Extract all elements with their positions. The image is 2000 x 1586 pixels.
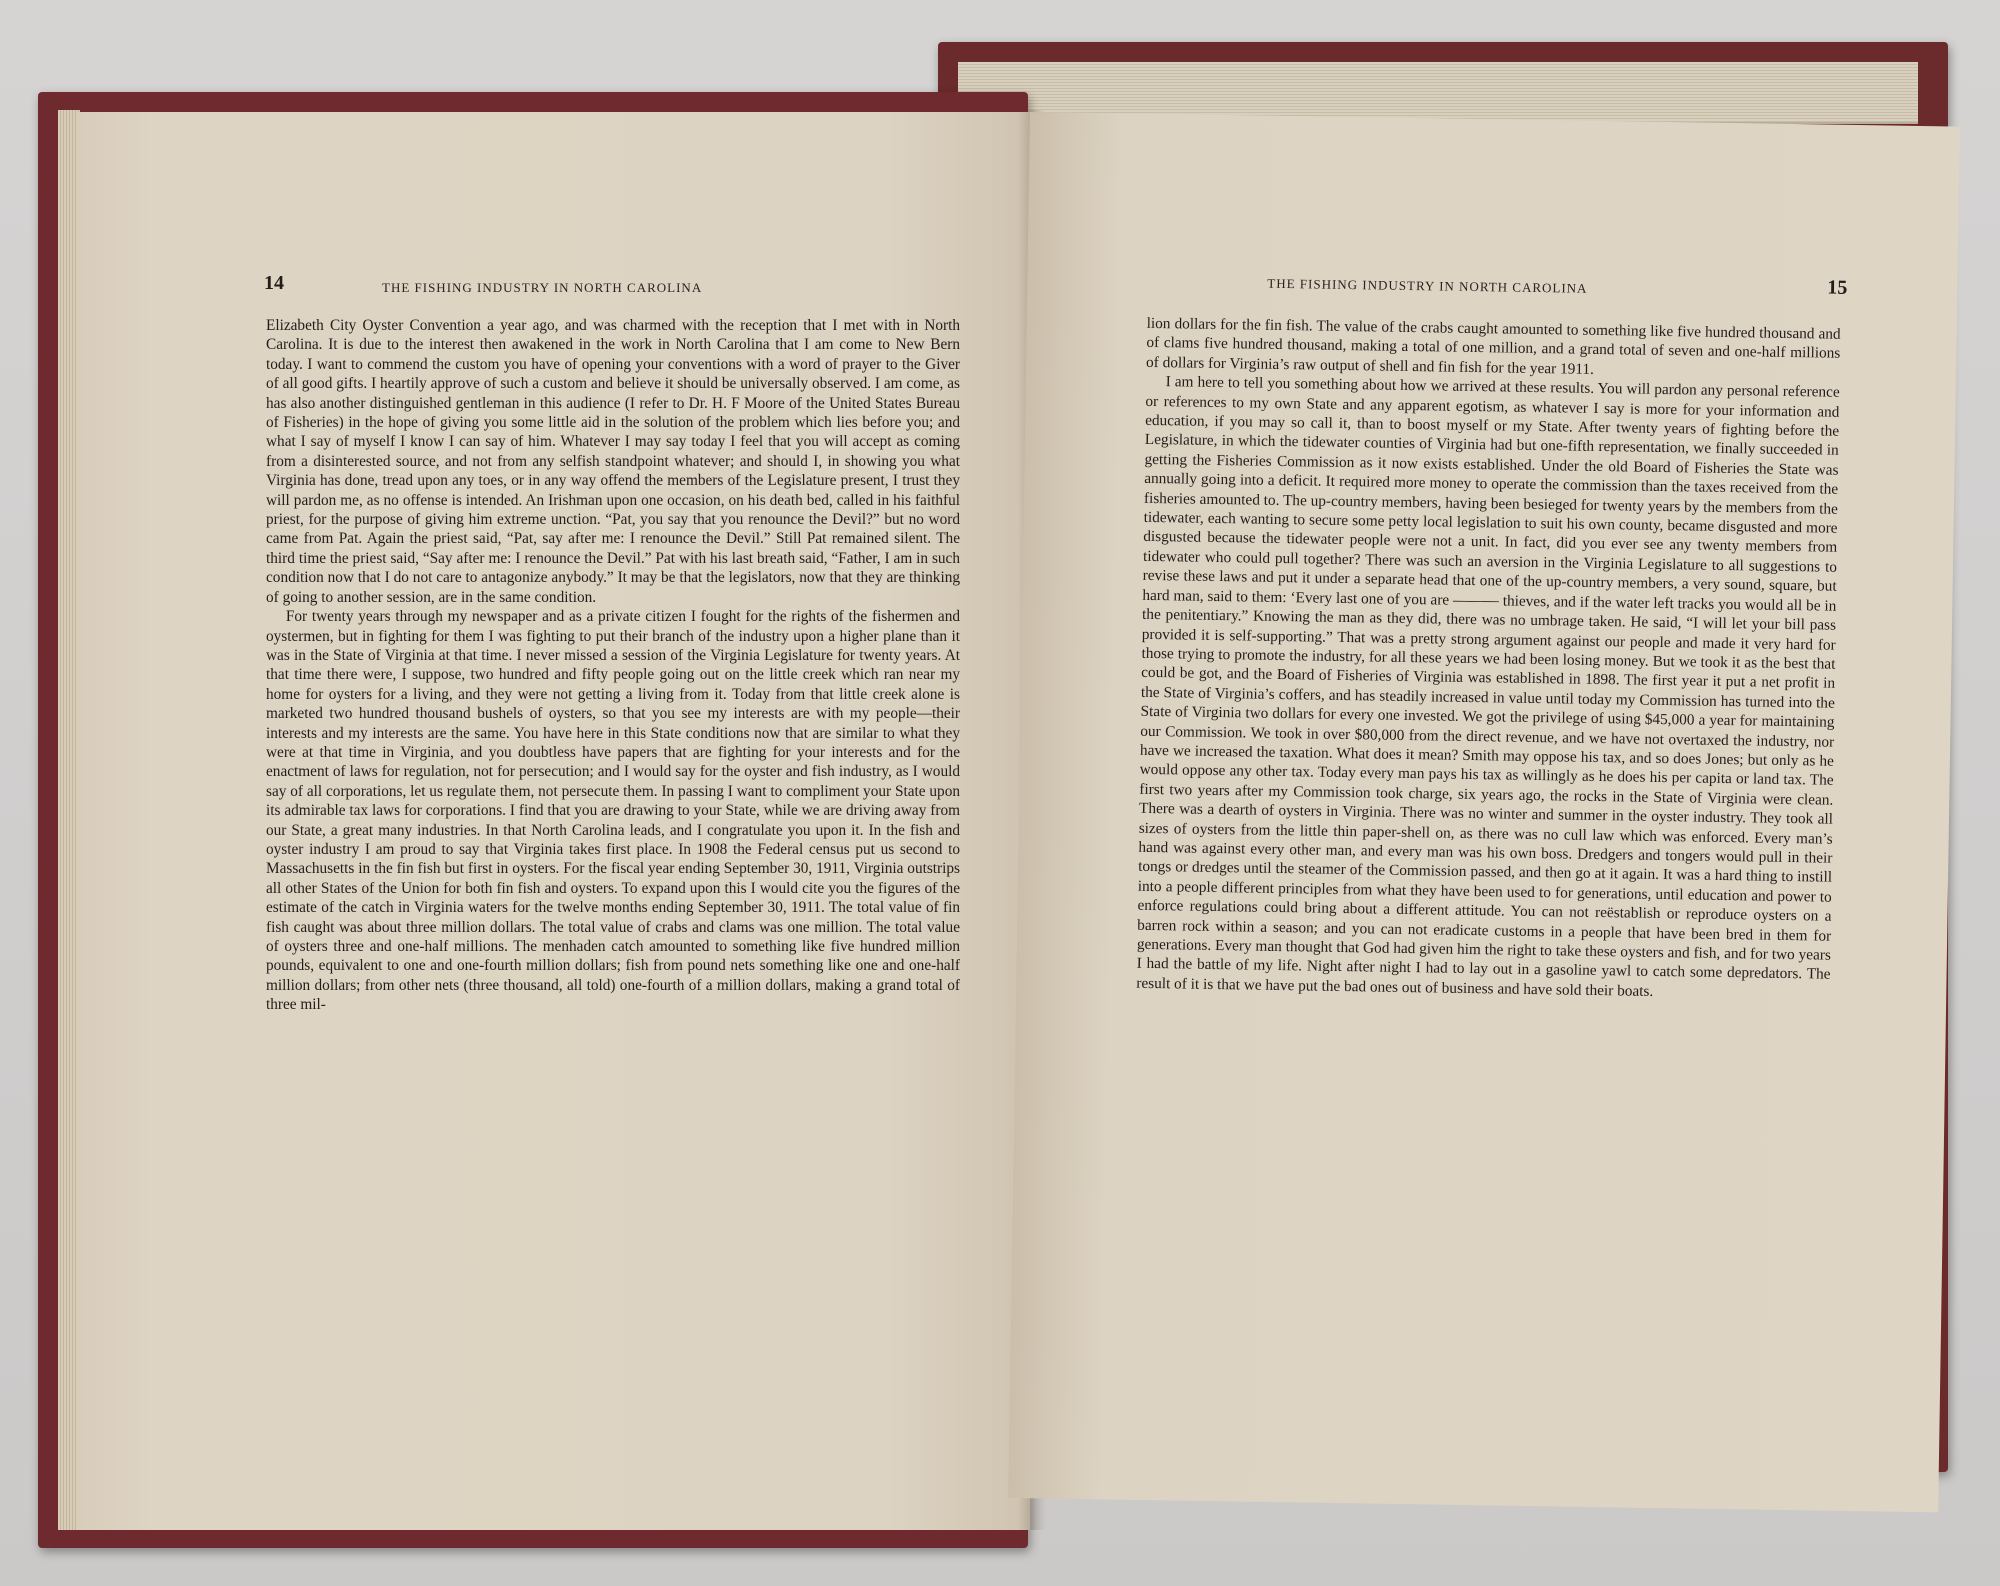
right-page-number: 15	[1827, 276, 1848, 299]
left-page	[78, 112, 1030, 1530]
left-running-head: THE FISHING INDUSTRY IN NORTH CAROLINA	[382, 280, 703, 295]
right-running-head: THE FISHING INDUSTRY IN NORTH CAROLINA	[1267, 275, 1588, 296]
right-paragraph-1: lion dollars for the fin fish. The value of the crabs caught amounted to something like five hundred thousand and of clams five hundred thousand, making a total of one million, and a grand total of seven and one-half millions of dollars for Virginia’s raw output of shell and fin fish for the year 1911.	[1145, 314, 1841, 378]
left-page-body	[266, 316, 960, 1015]
right-page	[1008, 112, 1960, 1512]
page-edges-left	[58, 110, 80, 1530]
left-paragraph-1: Elizabeth City Oyster Convention a year ago, and was charmed with the reception that I met with in North Carolina. It is due to the interest then awakened in the work in North Carolina that I am come to New Bern today. I want to commend the custom you have of opening your conventions with a word of prayer to the Giver of all good gifts. I heartily approve of such a custom and believe it should be universally observed. I am come, as has also another distinguished gentleman in this audience (I refer to Dr. H. F Moore of the United States Bureau of Fisheries) in the hope of giving you some little aid in the solution of the problem which lies before you; and what I say of myself I know I can say of him. Whatever I may say today I feel that you will accept as coming from a disinterested source, and not from any selfish standpoint whatever; and should I, in showing you what Virginia has done, tread upon any toes, or in any way offend the members of the Legislature present, I trust they will pardon me, as no offense is intended. An Irishman upon one occasion, on his death bed, called in his faithful priest, for the purpose of giving him extreme unction. “Pat, you say that you renounce the Devil?” but no word came from Pat. Again the priest said, “Pat, say after me: I renounce the Devil.” Still Pat remained silent. The third time the priest said, “Say after me: I renounce the Devil.” Pat with his last breath said, “Father, I am in such condition now that I do not care to antagonize anybody.” It may be that the legislators, now that they are thinking of going to another session, are in the same condition.	[266, 317, 960, 606]
right-paragraph-2: I am here to tell you something about how we arrived at these results. You will pardon any personal reference or references to my own State and any apparent egotism, as whatever I say is more for your information and education, if you may so call it, than to boost myself or my State. After twenty years of fighting before the Legislature, in which the tidewater counties of Virginia had but one-fifth representation, we finally succeeded in getting the Fisheries Commission as it now exists established. Under the old Board of Fisheries the State was annually going into a deficit. It required more money to operate the commission than the taxes received from the fisheries amounted to. The up-country members, having been besieged for twenty years by the members from the tidewater, each wanting to secure some petty local legislation to suit his own county, became disgusted and more disgusted because the tidewater people were not a unit. In fact, did you ever see any twenty members from tidewater who could pull together? There was such an aversion in the Virginia Legislature to all suggestions to revise these laws and put it under a separate head that one of the up-country members, a very sound, square, but hard man, said to them: ‘Every last one of you are ——— thieves, and if the water left tracks you would all be in the penitentiary.” Knowing the man as they did, there was no umbrage taken. He said, “I will let your bill pass provided it is self-supporting.” That was a pretty strong argument against our people and made it very hard for those trying to promote the industry, for all these years we had been losing money. But we took it as the best that could be got, and the Board of Fisheries of Virginia was established in 1898. The first year it put a net profit in the State of Virginia’s coffers, and has steadily increased in value until today my Commission has turned into the State of Virginia two dollars for every one invested. We got the privilege of using $45,000 a year for maintaining our Commission. We took in over $80,000 from the direct revenue, and we have not overtaxed the industry, nor have we increased the taxation. What does it mean? Smith may oppose his tax, and so does Jones; but only as he would oppose any other tax. Today every man pays his tax as willingly as he does his per capita or land tax. The first two years after my Commission took charge, six years ago, the rocks in the State of Virginia were clean. There was a dearth of oysters in Virginia. There was no winter and summer in the oyster industry. They took all sizes of oysters from the little thin paper-shell on, as there was no cull law which was enforced. Every man’s hand was against every other man, and every man was his own boss. Dredgers and tongers would pull in their tongs or dredges until the steamer of the Commission passed, and then go at it again. It was a hard thing to instill into a people different principles from what they have been used to for generations, until education and power to enforce regulations could bring about a different attitude. You can not reëstablish or reproduce oysters on a barren rock within a season; and you can not eradicate customs in a people that have been bred in them for generations. Every man thought that God had given him the right to take these oysters and fish, and for two years I had the battle of my life. Night after night I had to lay out in a gasoline yawl to catch some depredators. The result of it is that we have put the bad ones out of business and have sold their boats.	[1136, 373, 1840, 1000]
left-paragraph-2: For twenty years through my newspaper and as a private citizen I fought for the rights of the fishermen and oystermen, but in fighting for them I was fighting to put their branch of the industry upon a higher plane than it was in the State of Virginia at that time. I never missed a session of the Virginia Legislature for twenty years. At that time there were, I suppose, two hundred and fifty people going out on the little creek which ran near my home for oysters for a living, and they were not getting a living from it. Today from that little creek alone is marketed two hundred thousand bushels of oysters, so that you see my interests are with my people—their interests and my interests are the same. You have here in this State conditions now that are similar to what they were at that time in Virginia, and you doubtless have papers that are fighting for your interests and for the enactment of laws for regulation, not for persecution; and I would say for the oyster and fish industry, as I would say of all corporations, let us regulate them, not persecute them. In passing I want to compliment your State upon its admirable tax laws for corporations. I find that you are drawing to your State, while we are driving away from our State, a great many industries. In that North Carolina leads, and I congratulate you upon it. In the fish and oyster industry I am proud to say that Virginia takes first place. In 1908 the Federal census put us second to Massachusetts in the fin fish but first in oysters. For the fiscal year ending September 30, 1911, Virginia outstrips all other States of the Union for both fin fish and oysters. To expand upon this I would cite you the figures of the estimate of the catch in Virginia waters for the twelve months ending September 30, 1911. The total value of fin fish caught was about three million dollars. The total value of crabs and clams was one million. The total value of oysters three and one-half millions. The menhaden catch amounted to something like five hundred million pounds, equivalent to one and one-fourth million dollars; fish from pound nets something like one and one-half million dollars; from other nets (three thousand, all told) one-fourth of a million dollars, making a grand total of three mil-	[266, 608, 960, 1014]
right-page-body	[1136, 314, 1841, 1004]
left-page-number: 14	[264, 272, 284, 294]
